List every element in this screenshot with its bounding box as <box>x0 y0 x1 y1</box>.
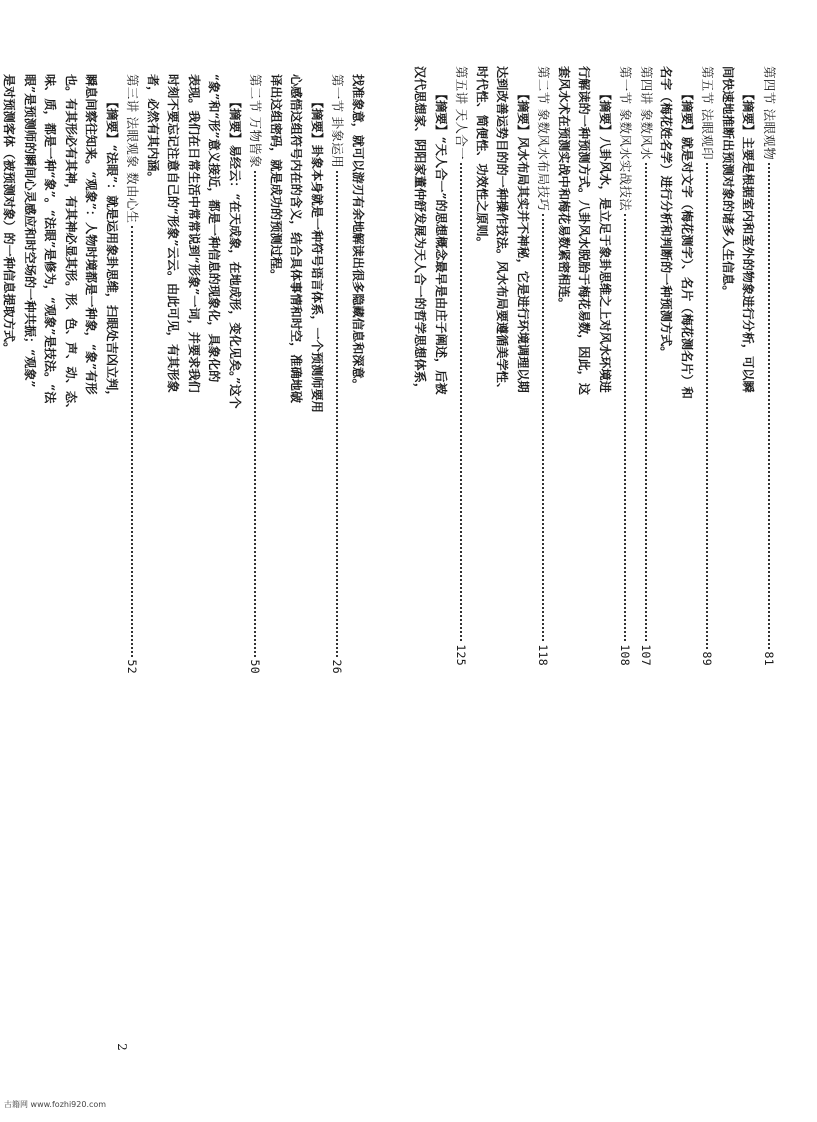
summary-line: 时代性、简便性、功效性之原则。 <box>475 66 489 249</box>
dot-leader <box>461 163 465 641</box>
toc-entry-title: 第三讲 法眼观象 数由心生 <box>125 74 141 224</box>
toc-entry <box>697 66 718 666</box>
summary-line: 心感悟这组符号内在的含义，结合具体事情和时空，准确地破 <box>289 74 304 404</box>
toc-entry <box>533 66 554 666</box>
dot-leader <box>337 171 341 657</box>
summary-line: “象”和“形”意义接近，都是一种信息的现象化，具象化的 <box>207 74 222 383</box>
summary-line: 【摘要】主要是根据室内和室外的物象进行分析，可以瞬 <box>741 88 756 393</box>
toc-entry-page: 125 <box>454 644 469 666</box>
page-right-text-block <box>413 66 779 666</box>
page-number: 2 <box>114 1043 129 1051</box>
summary-line: 也。有其形必有其神，有其神必显其形。形、色、声、动、态、 <box>64 74 78 416</box>
summary-line: 套风水术在预测实战中和梅花易数紧密相连。 <box>557 66 571 310</box>
summary-line: 间快速地推断出预测对象的诸多人生信息。 <box>721 66 735 298</box>
toc-entry-title: 第五讲 天人合一 <box>454 66 470 160</box>
toc-entry-page: 50 <box>248 659 263 674</box>
summary-line: 【摘要】“天人合一”的思想概念最早是由庄子阐述，后被 <box>434 88 448 395</box>
toc-entry-title: 第二节 象数风水布局技巧 <box>536 66 552 212</box>
summary-line: 瞬息间察往知来。“观象”：人物时境都是一种象，“象”有形 <box>84 74 99 395</box>
toc-entry-page: 108 <box>618 644 633 666</box>
toc-entry-title: 第四节 法眼观物 <box>762 66 777 160</box>
summary-line: 【摘要】八卦风水，是立足于象卦思维之上对风水环境进 <box>598 88 612 393</box>
toc-entry-title: 第五节 法眼观印 <box>700 66 716 160</box>
toc-entry-page: 118 <box>536 644 551 666</box>
summary-line: 达到改善运势目的的一种操作技法。风水布局要遵循美学性、 <box>495 66 510 396</box>
summary-line <box>409 66 410 666</box>
toc-entry <box>636 66 657 666</box>
summary-line: 名字（梅花姓名学）进行分析和判断的一种预测方式。 <box>659 66 674 359</box>
toc-entry-title: 第一节 象数风水实战技法 <box>618 66 634 212</box>
dot-leader <box>768 163 772 649</box>
dot-leader <box>255 171 259 657</box>
toc-entry-page: 107 <box>639 644 653 666</box>
summary-line: 【摘要】风水布局其实并不神秘，它是进行环境调理以期 <box>516 88 530 393</box>
toc-entry-title: 第一节 卦象运用 <box>330 74 346 168</box>
summary-line: 眼”是预测师的瞬间心灵感应和时空场的一种共振；“观象” <box>23 74 37 388</box>
page-right <box>409 0 817 1122</box>
summary-line: 行解读的一种预测方式。八卦风水脱胎于梅花易数，因此，这 <box>577 66 592 396</box>
page-left-text-block <box>2 74 368 674</box>
dot-leader <box>132 226 136 656</box>
summary-line: 【摘要】“法眼”：就是运用象卦思维，扫眼处吉凶立判， <box>105 96 119 403</box>
summary-line: 【摘要】易经云：“在天成象，在地成形，变化见矣。”这个 <box>228 96 242 409</box>
dot-leader <box>625 214 629 641</box>
summary-line: 【摘要】卦象本身就是一种符号语言体系，一个预测师要用 <box>310 96 324 413</box>
toc-entry-page: 81 <box>762 651 776 666</box>
summary-line: 表现。我们在日常生活中常常说到“形象”一词，并要求我们 <box>187 74 201 393</box>
toc-entry <box>759 66 780 666</box>
summary-line: 汉代思想家、阴阳家董仲舒发展为天人合一的哲学思想体系， <box>413 66 428 396</box>
toc-entry <box>327 74 348 674</box>
summary-line: 味、质，都是一种“象”。“法眼”是修为，“观象”是技法。“法 <box>43 74 58 404</box>
summary-line: 译出这组密码，就是成功的预测过程。 <box>269 74 283 282</box>
source-watermark: 古籍网 www.fozhi920.com <box>4 1100 107 1109</box>
summary-line: 找准象意，就可以游刃有余地解读出很多隐藏信息和深意。 <box>351 74 365 391</box>
toc-entry-title: 第四讲 象数风水 <box>639 66 654 160</box>
dot-leader <box>645 163 649 641</box>
summary-line: 是对预测客体（被预测对象）的一种信息提取方式。 <box>2 74 17 355</box>
toc-entry <box>615 66 636 666</box>
toc-entry-title: 第二节 万物皆象 <box>248 74 264 168</box>
summary-line: 【摘要】就是对文字（梅花测字）、名片（梅花测名片）和 <box>680 88 694 399</box>
toc-entry <box>122 74 143 674</box>
toc-entry-page: 89 <box>700 651 715 666</box>
toc-entry-page: 52 <box>125 659 140 674</box>
page-left <box>0 0 408 1122</box>
toc-entry <box>451 66 472 666</box>
toc-entry <box>245 74 266 674</box>
dot-leader <box>707 163 711 649</box>
summary-line: 者，必然有其内涵。 <box>146 74 160 184</box>
toc-entry-page: 26 <box>330 659 345 674</box>
dot-leader <box>543 214 547 641</box>
summary-line: 时刻不要忘记注意自己的“形象”云云。由此可见，有其形象 <box>166 74 181 393</box>
